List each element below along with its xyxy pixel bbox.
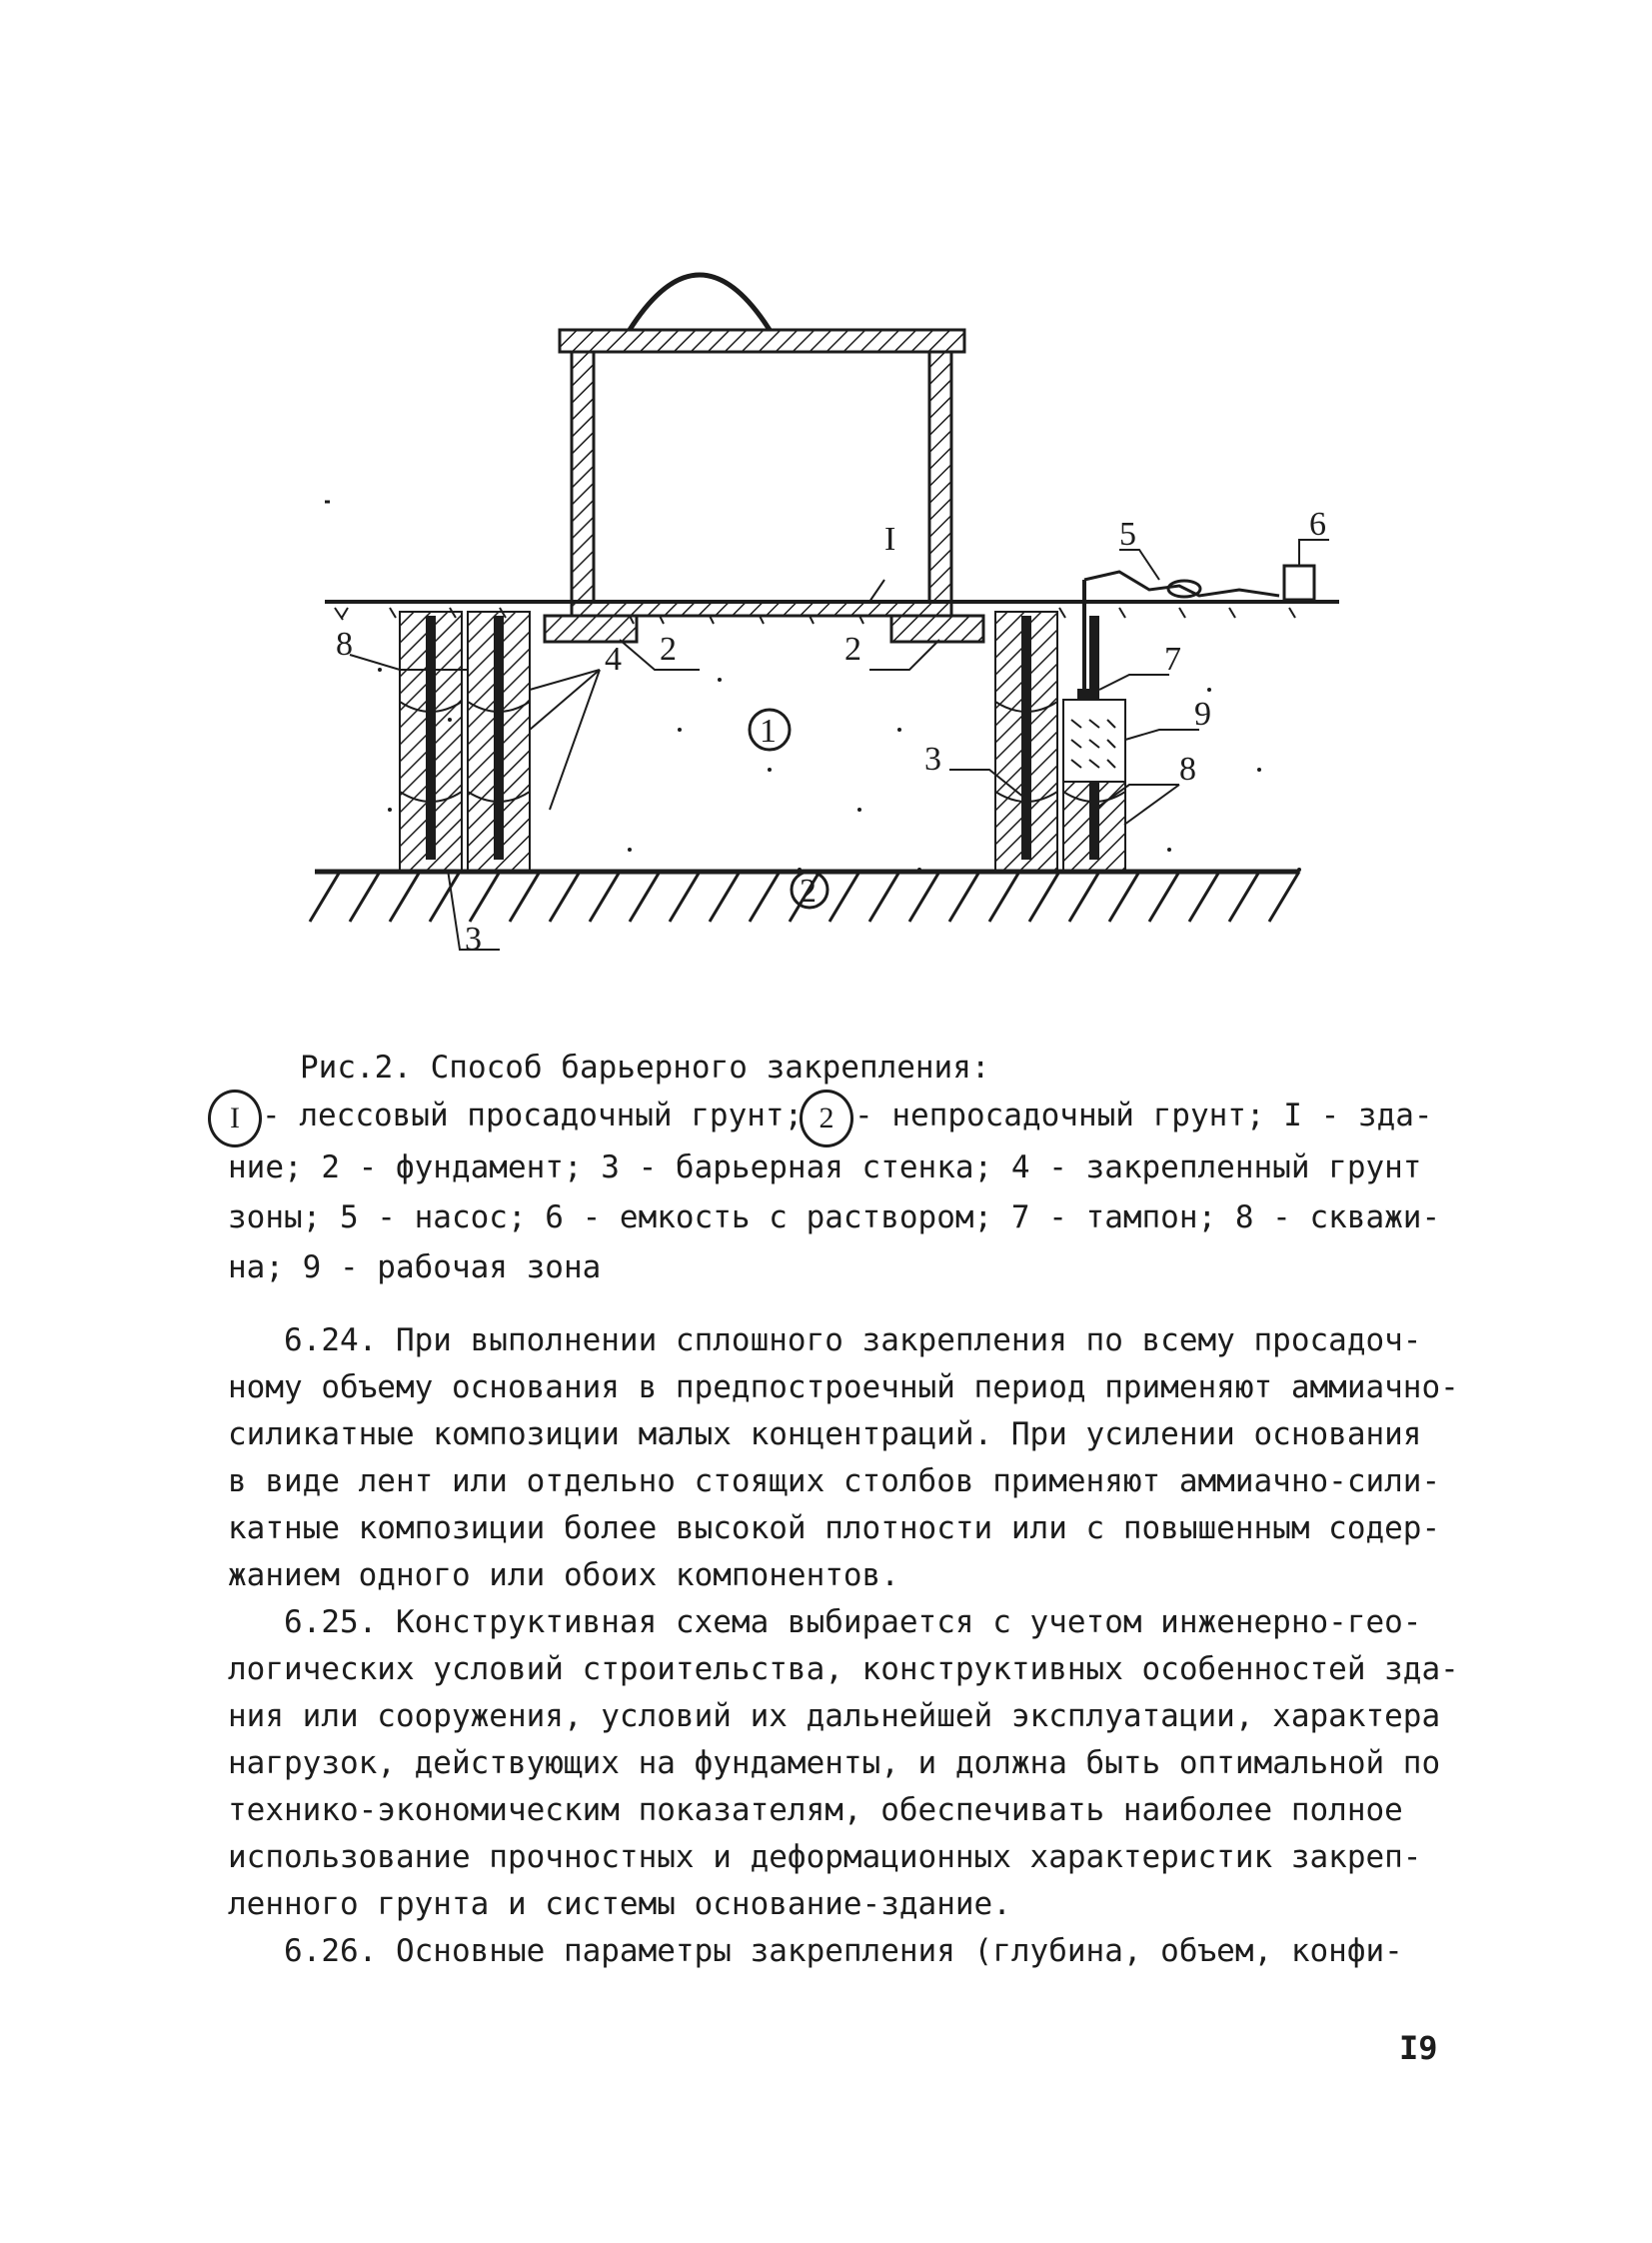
label-tampon: 7 [1164,641,1181,678]
caption-line2: ние; 2 - фундамент; 3 - барьерная стенка; 4 - закрепленный грунт [228,1149,1422,1185]
label-base-soil [792,872,827,910]
caption-line4: на; 9 - рабочая зона [228,1249,602,1285]
label-foundation-right: 2 [844,631,861,668]
label-tank: 6 [1309,506,1326,543]
body-line: жанием одного или обоих компонентов. [228,1557,899,1593]
foundation-right [891,616,983,642]
body-line: силикатные композиции малых концентраций. При усилении основания [228,1416,1422,1452]
label-work-zone: 9 [1194,696,1211,733]
caption-mark-loess: I [208,1090,262,1147]
caption-title: Рис.2. Способ барьерного закрепления: [300,1050,990,1086]
label-barrier-right: 3 [924,741,941,778]
body-line: катные композиции более высокой плотности или с повышенным содер- [228,1510,1441,1546]
label-barrier-bottom: 3 [465,921,482,958]
caption-loess-text: - лессовый просадочный грунт; [262,1098,804,1133]
body-line: в виде лент или отдельно стоящих столбов применяют аммиачно-сили- [228,1463,1441,1499]
label-foundation-left: 2 [660,631,677,668]
label-loess-soil [750,710,790,750]
body-line: 6.24. При выполнении сплошного закрепления по всему просадоч- [228,1322,1422,1358]
building-wall-right [929,352,951,602]
label-pump: 5 [1119,516,1136,553]
label-borehole-left: 8 [336,626,353,663]
label-borehole-right: 8 [1179,751,1196,788]
caption-base-text: - непросадочный грунт; I - зда- [854,1098,1433,1133]
body-line: ленного грунта и системы основание-здание. [228,1886,1011,1922]
building [560,275,964,616]
label-building: I [884,521,896,558]
barrier-wall-left [400,612,530,872]
body-line: логических условий строительства, конструктивных особенностей зда- [228,1651,1459,1687]
body-line: 6.26. Основные параметры закрепления (глубина, объем, конфи- [228,1933,1403,1969]
building-wall-left [572,352,594,602]
building-dome [630,275,770,330]
body-line: нагрузок, действующих на фундаменты, и должна быть оптимальной по [228,1745,1441,1781]
label-soil-zone: 4 [605,641,622,678]
svg-text:1: 1 [760,713,777,750]
svg-text:2: 2 [800,873,817,910]
supply-line [1084,572,1279,596]
body-line: 6.25. Конструктивная схема выбирается с учетом инженерно-гео- [228,1604,1422,1640]
building-roof [560,330,964,352]
body-line: ному объему основания в предпостроечный период применяют аммиачно- [228,1369,1459,1405]
caption-mark-base: 2 [800,1090,853,1147]
page-number: I9 [1399,2029,1438,2067]
body-line: ния или сооружения, условий их дальнейшей эксплуатации, характера [228,1698,1441,1734]
body-line: технико-экономическим показателям, обеспечивать наиболее полное [228,1792,1403,1828]
barrier-fixing-diagram [300,250,1339,1010]
building-floor-slab [572,602,951,616]
caption-line3: зоны; 5 - насос; 6 - емкость с раствором; 7 - тампон; 8 - скважи- [228,1199,1441,1235]
foundation-left [545,616,637,642]
body-line: использование прочностных и деформационных характеристик закреп- [228,1839,1422,1875]
tank [1284,566,1314,600]
work-zone [1063,700,1125,782]
